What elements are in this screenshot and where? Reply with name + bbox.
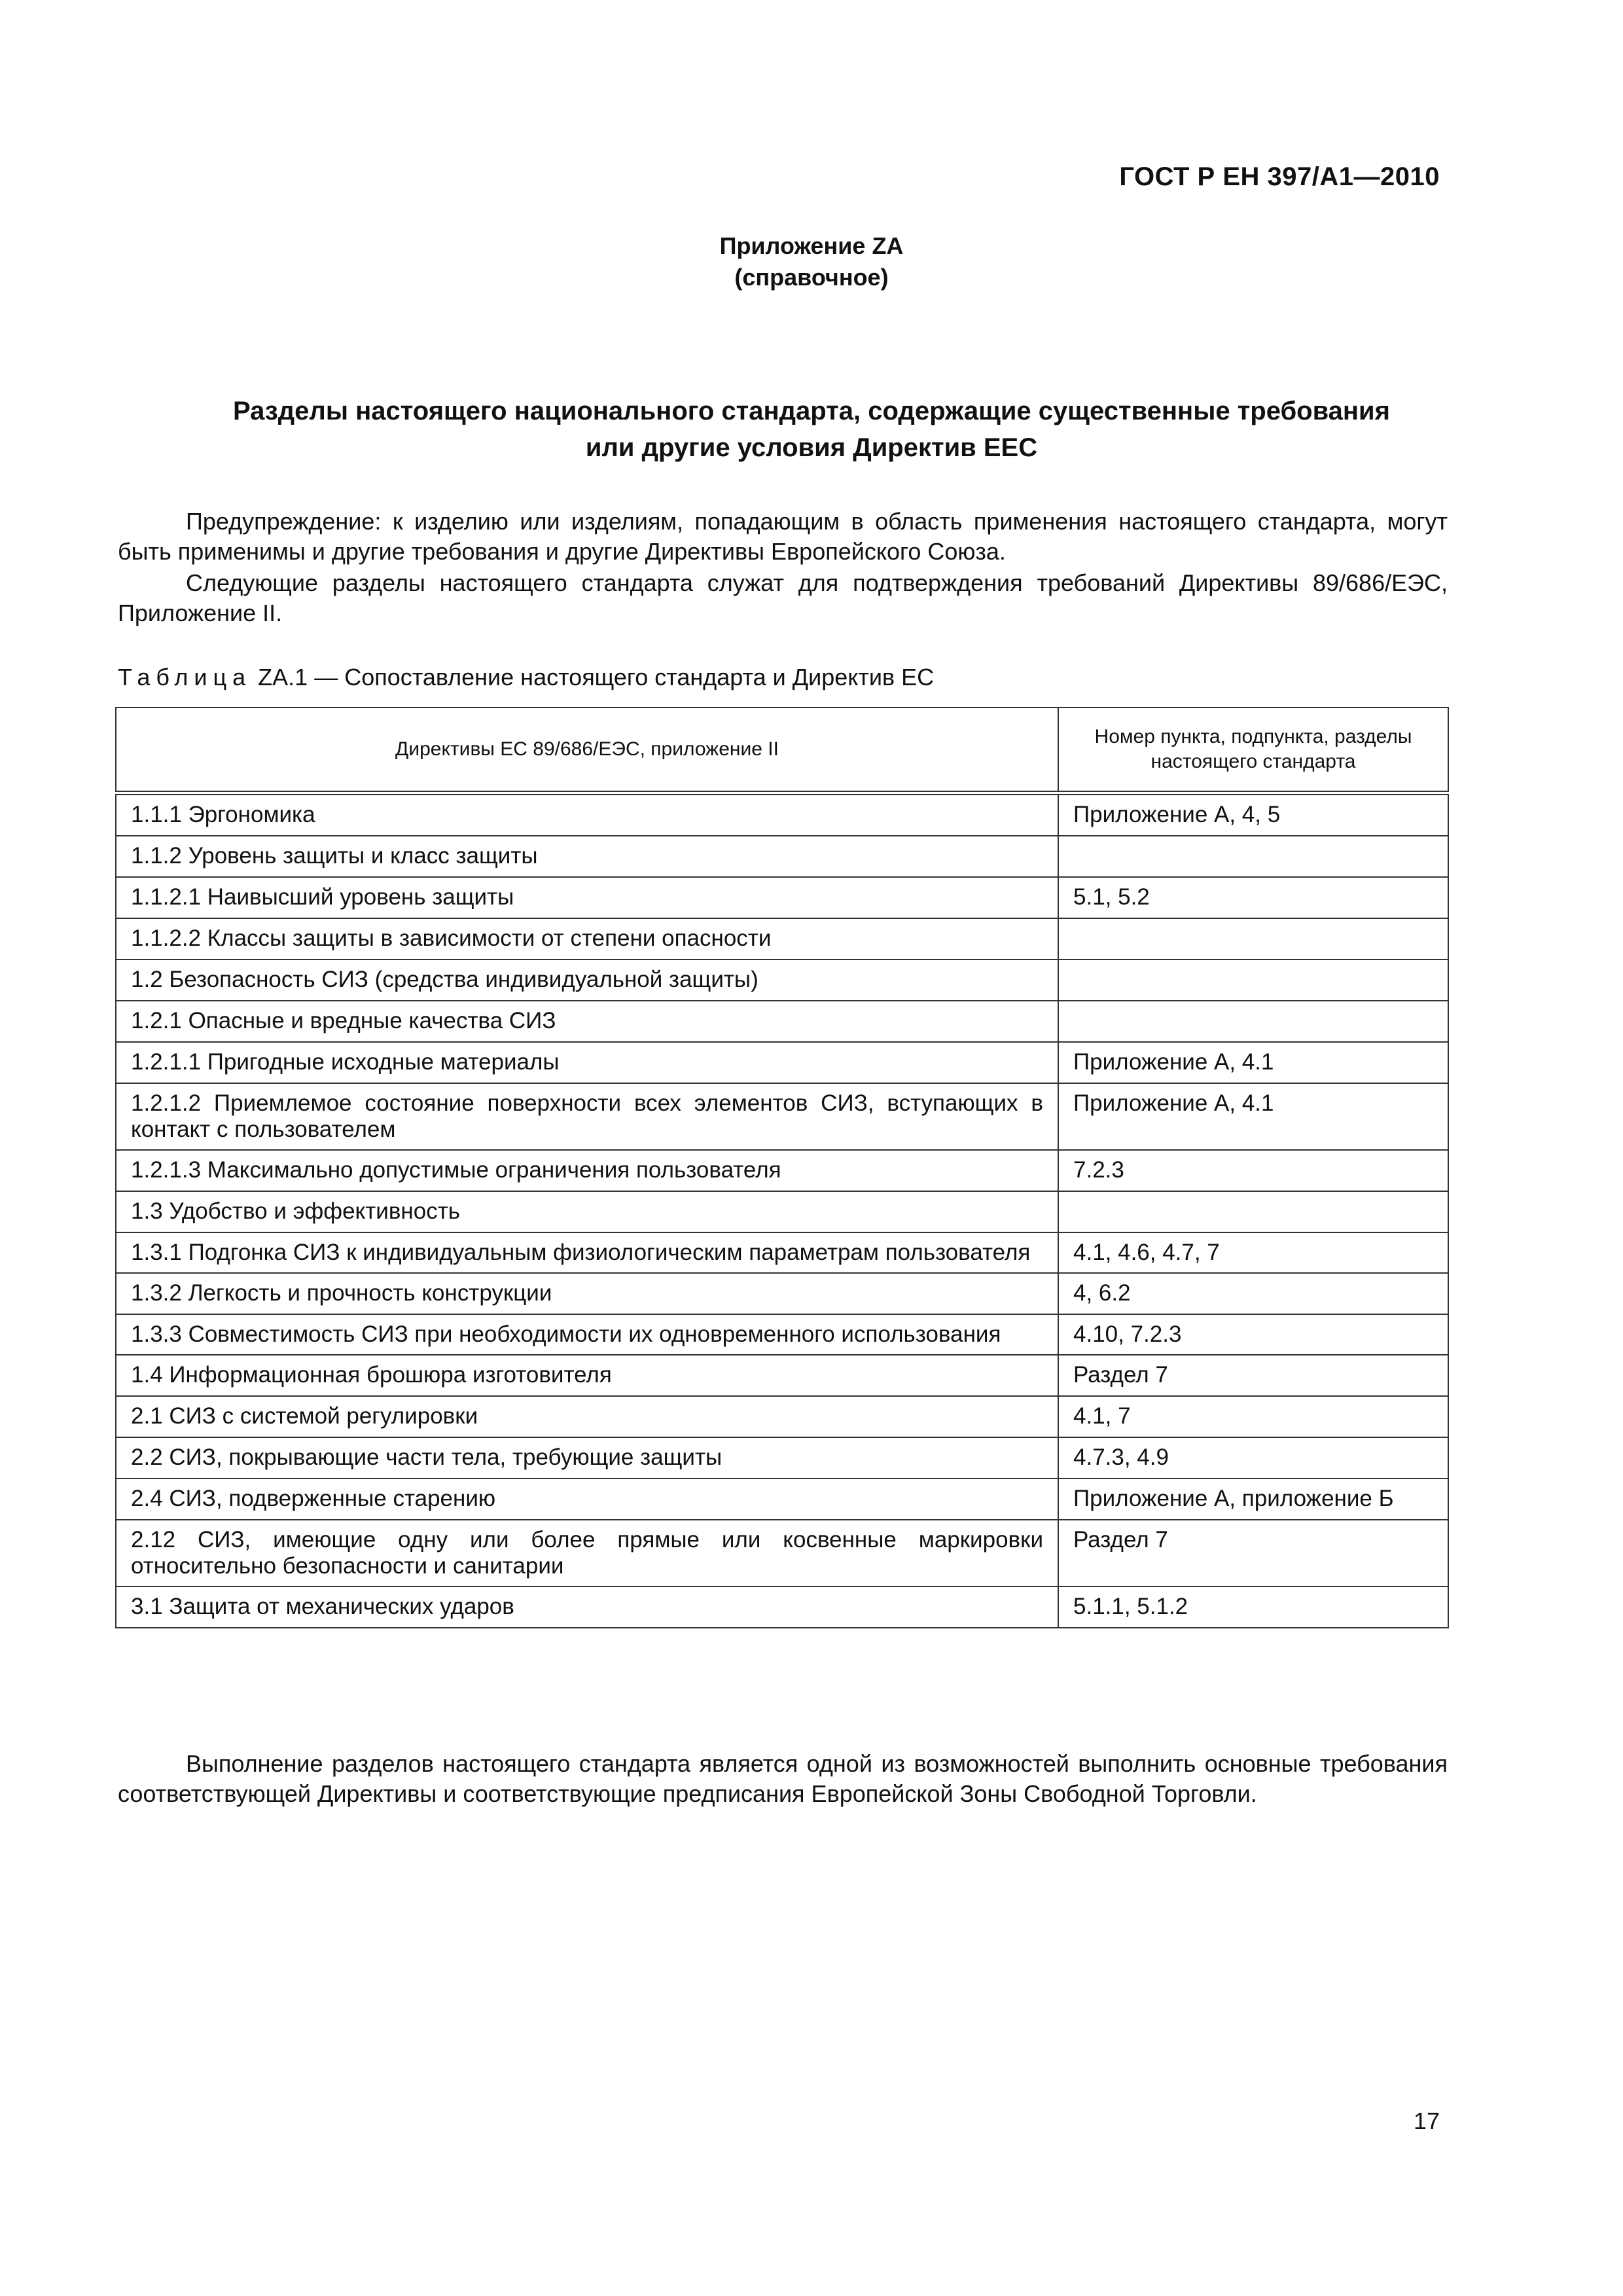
table-row bbox=[116, 960, 1448, 1001]
table-row bbox=[116, 1042, 1448, 1083]
directive-cell: 3.1 Защита от механических ударов bbox=[116, 1587, 1058, 1628]
clause-cell: Раздел 7 bbox=[1058, 1520, 1448, 1587]
clause-cell: 5.1, 5.2 bbox=[1058, 877, 1448, 918]
clause-cell bbox=[1058, 1001, 1448, 1042]
clause-cell: 5.1.1, 5.1.2 bbox=[1058, 1587, 1448, 1628]
directive-cell: 1.3.3 Совместимость СИЗ при необходимости их одновременного использования bbox=[116, 1314, 1058, 1355]
directive-cell: 2.12 СИЗ, имеющие одну или более прямые или косвенные маркировки относительно безопасности и санитарии bbox=[116, 1520, 1058, 1587]
clause-cell: Приложение А, 4.1 bbox=[1058, 1083, 1448, 1150]
directive-cell: 1.1.1 Эргономика bbox=[116, 793, 1058, 836]
clause-cell: Приложение А, 4.1 bbox=[1058, 1042, 1448, 1083]
table-row bbox=[116, 1083, 1448, 1150]
clause-cell: 4.1, 4.6, 4.7, 7 bbox=[1058, 1232, 1448, 1273]
directive-cell: 2.1 СИЗ с системой регулировки bbox=[116, 1396, 1058, 1437]
following-paragraph bbox=[118, 568, 1448, 628]
directive-cell: 1.2.1.1 Пригодные исходные материалы bbox=[116, 1042, 1058, 1083]
table-caption bbox=[118, 662, 934, 692]
clause-cell bbox=[1058, 1191, 1448, 1232]
table-row bbox=[116, 918, 1448, 960]
table-header-clause: Номер пункта, подпункта, разделы настоящего стандарта bbox=[1058, 708, 1448, 793]
table-row bbox=[116, 1587, 1448, 1628]
clause-cell: 4.1, 7 bbox=[1058, 1396, 1448, 1437]
comparison-table bbox=[115, 707, 1448, 1628]
table-row bbox=[116, 1273, 1448, 1314]
directive-cell: 1.3.1 Подгонка СИЗ к индивидуальным физиологическим параметрам пользователя bbox=[116, 1232, 1058, 1273]
closing-paragraph bbox=[118, 1749, 1448, 1809]
following-text: Следующие разделы настоящего стандарта служат для подтверждения требований Директивы 89/686/ЕЭС, Приложение II. bbox=[118, 569, 1448, 626]
table-row bbox=[116, 1437, 1448, 1479]
directive-cell: 2.2 СИЗ, покрывающие части тела, требующие защиты bbox=[116, 1437, 1058, 1479]
table-row bbox=[116, 1314, 1448, 1355]
clause-cell: Приложение А, приложение Б bbox=[1058, 1479, 1448, 1520]
clause-cell bbox=[1058, 918, 1448, 960]
table-row bbox=[116, 877, 1448, 918]
directive-cell: 1.2 Безопасность СИЗ (средства индивидуальной защиты) bbox=[116, 960, 1058, 1001]
clause-cell: Раздел 7 bbox=[1058, 1355, 1448, 1396]
clause-cell bbox=[1058, 836, 1448, 877]
annex-label: Приложение ZA bbox=[719, 232, 904, 259]
clause-cell bbox=[1058, 960, 1448, 1001]
closing-text: Выполнение разделов настоящего стандарта является одной из возможностей выполнить основные требования соответствующей Директивы и соответствующие предписания Европейской Зоны Свободной Торговли. bbox=[118, 1750, 1448, 1807]
table-row bbox=[116, 1191, 1448, 1232]
table-row bbox=[116, 1479, 1448, 1520]
table-row bbox=[116, 1150, 1448, 1191]
annex-title-line-2: или другие условия Директив ЕЕС bbox=[585, 433, 1038, 462]
clause-cell: Приложение А, 4, 5 bbox=[1058, 793, 1448, 836]
table-header-directive: Директивы ЕС 89/686/ЕЭС, приложение II bbox=[116, 708, 1058, 793]
page-number: 17 bbox=[1413, 2108, 1440, 2134]
directive-cell: 1.2.1.2 Приемлемое состояние поверхности всех элементов СИЗ, вступающих в контакт с пользователем bbox=[116, 1083, 1058, 1150]
annex-title-line-1: Разделы настоящего национального стандарта, содержащие существенные требования bbox=[233, 397, 1390, 425]
annex-title bbox=[0, 393, 1623, 466]
table-row bbox=[116, 1520, 1448, 1587]
directive-cell: 1.2.1 Опасные и вредные качества СИЗ bbox=[116, 1001, 1058, 1042]
directive-cell: 1.3.2 Легкость и прочность конструкции bbox=[116, 1273, 1058, 1314]
directive-cell: 1.4 Информационная брошюра изготовителя bbox=[116, 1355, 1058, 1396]
table-row bbox=[116, 1001, 1448, 1042]
clause-cell: 4.7.3, 4.9 bbox=[1058, 1437, 1448, 1479]
document-id: ГОСТ Р ЕН 397/А1—2010 bbox=[1119, 162, 1440, 191]
clause-cell: 7.2.3 bbox=[1058, 1150, 1448, 1191]
directive-cell: 1.3 Удобство и эффективность bbox=[116, 1191, 1058, 1232]
table-row bbox=[116, 1396, 1448, 1437]
table-row bbox=[116, 1355, 1448, 1396]
warning-paragraph bbox=[118, 507, 1448, 567]
table-caption-label: Таблица bbox=[118, 664, 252, 691]
directive-cell: 1.1.2.2 Классы защиты в зависимости от степени опасности bbox=[116, 918, 1058, 960]
warning-text: Предупреждение: к изделию или изделиям, попадающим в область применения настоящего стандарта, могут быть применимы и другие требования и другие Директивы Европейского Союза. bbox=[118, 508, 1448, 565]
directive-cell: 1.1.2 Уровень защиты и класс защиты bbox=[116, 836, 1058, 877]
clause-cell: 4, 6.2 bbox=[1058, 1273, 1448, 1314]
directive-cell: 2.4 СИЗ, подверженные старению bbox=[116, 1479, 1058, 1520]
table-caption-text: ZA.1 — Сопоставление настоящего стандарта и Директив ЕС bbox=[258, 664, 935, 691]
table-row bbox=[116, 793, 1448, 836]
annex-heading bbox=[0, 230, 1623, 293]
clause-cell: 4.10, 7.2.3 bbox=[1058, 1314, 1448, 1355]
table-row bbox=[116, 836, 1448, 877]
table-header-row bbox=[116, 708, 1448, 793]
directive-cell: 1.1.2.1 Наивысший уровень защиты bbox=[116, 877, 1058, 918]
directive-cell: 1.2.1.3 Максимально допустимые ограничения пользователя bbox=[116, 1150, 1058, 1191]
annex-type: (справочное) bbox=[734, 264, 889, 291]
table-row bbox=[116, 1232, 1448, 1273]
